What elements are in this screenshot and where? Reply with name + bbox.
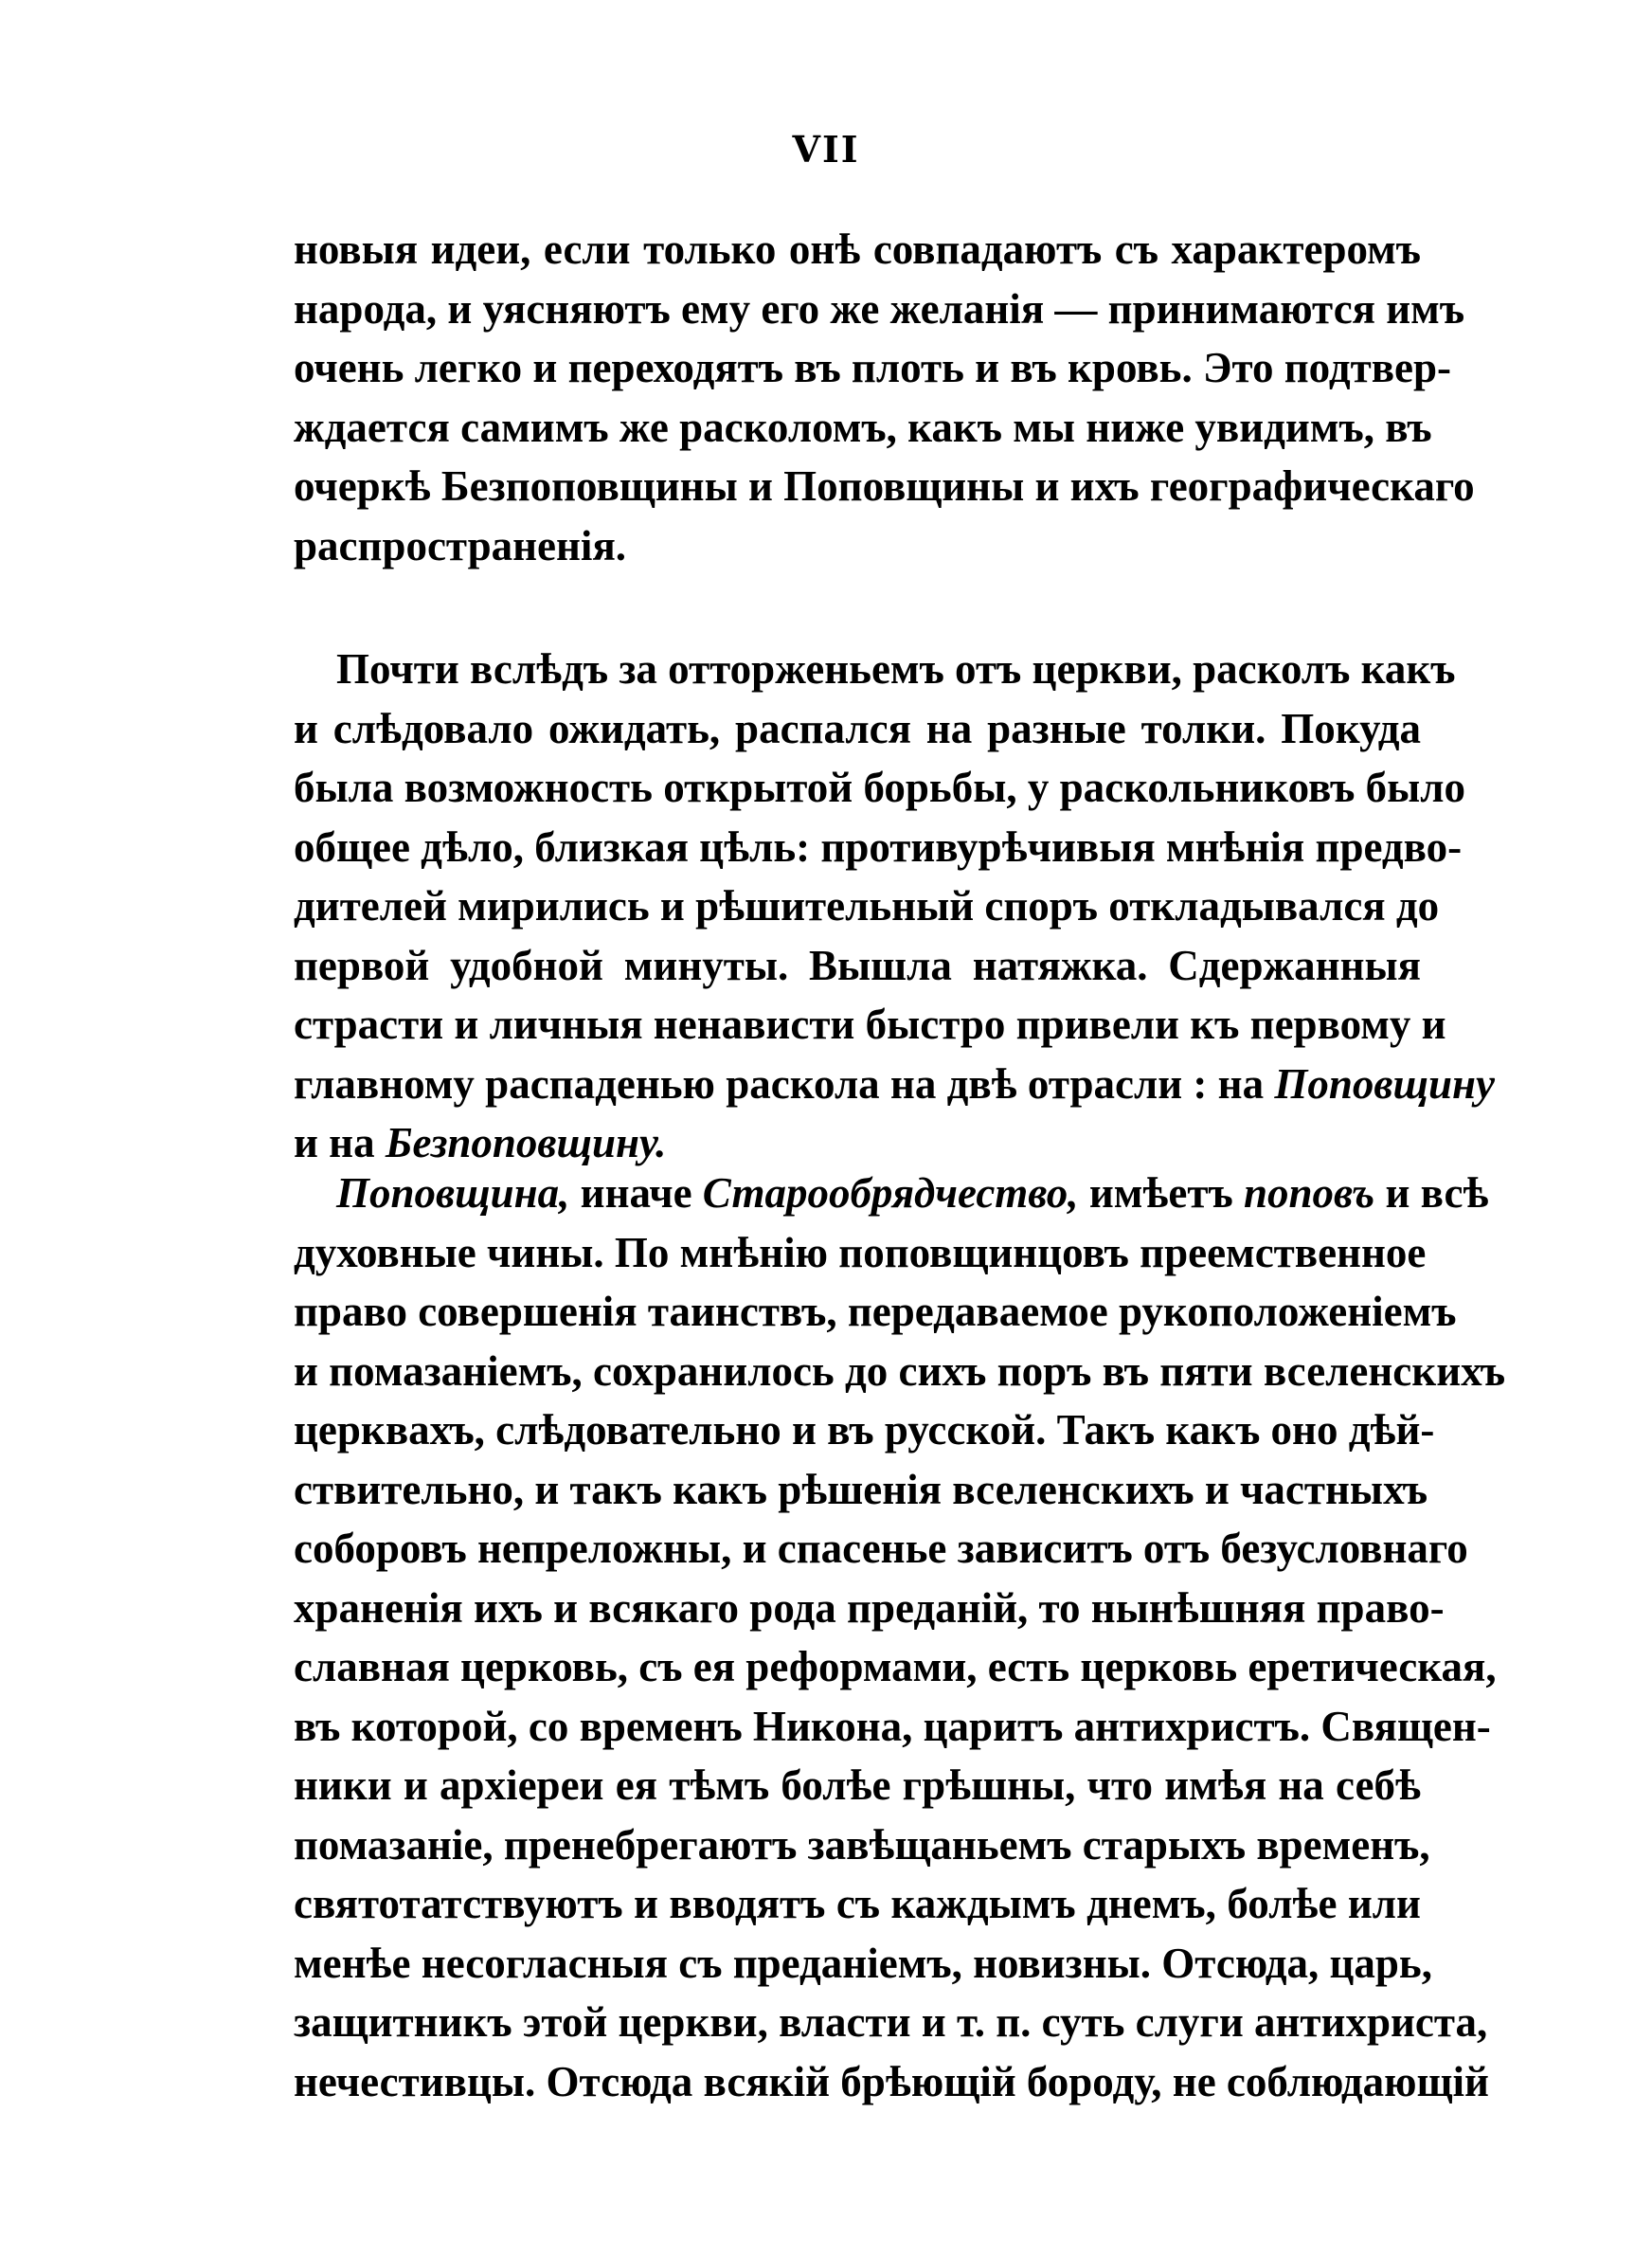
text-line: очеркѣ Безпоповщины и Поповщины и ихъ географическаго — [294, 462, 1475, 510]
text-line: ждается самимъ же расколомъ, какъ мы ниже увидимъ, въ — [294, 403, 1432, 451]
text-line: нечестивцы. Отсюда всякій брѣющій бороду, не соблюдающій — [294, 2057, 1489, 2105]
italic-term: Поповщина, — [336, 1169, 570, 1217]
italic-term: Старообрядчество, — [702, 1169, 1079, 1217]
italic-term: Поповщину — [1274, 1059, 1495, 1108]
text-line: помазаніе, пренебрегаютъ завѣщаньемъ старыхъ временъ, — [294, 1820, 1430, 1869]
italic-term: Безпоповщину. — [385, 1119, 667, 1166]
paragraph-1 — [294, 220, 1475, 575]
text-line: славная церковь, съ ея реформами, есть церковь еретическая, — [294, 1643, 1497, 1690]
text-line: святотатствуютъ и вводятъ съ каждымъ днемъ, болѣе или — [294, 1880, 1421, 1927]
text-line: очень легко и переходятъ въ плоть и въ кровь. Это подтвер- — [294, 344, 1452, 391]
text-line: первой удобной минуты. Вышла натяжка. Сдержанныя — [294, 941, 1421, 989]
text-span: и всѣ — [1385, 1169, 1489, 1217]
text-line: защитникъ этой церкви, власти и т. п. суть слуги антихриста, — [294, 1998, 1488, 2046]
text-line — [294, 1164, 1489, 1223]
text-line: распространенія. — [294, 521, 627, 569]
text-line — [294, 1055, 1495, 1114]
text-line: ствительно, и такъ какъ рѣшенія вселенскихъ и частныхъ — [294, 1465, 1428, 1513]
text-line: народа, и уясняютъ ему его же желанія — принимаются имъ — [294, 284, 1465, 333]
text-span: имѣетъ — [1088, 1169, 1233, 1217]
paragraph-2 — [294, 640, 1495, 1173]
italic-term: поповъ — [1243, 1169, 1375, 1217]
text-line: менѣе несогласныя съ преданіемъ, новизны. Отсюда, царь, — [294, 1939, 1432, 1987]
text-line: ники и архіереи ея тѣмъ болѣе грѣшны, что имѣя на себѣ — [294, 1761, 1421, 1809]
paragraph-3 — [294, 1164, 1506, 2111]
text-line: въ которой, со временъ Никона, царитъ антихристъ. Священ- — [294, 1702, 1491, 1750]
text-line: дителей мирились и рѣшительный споръ откладывался до — [294, 882, 1440, 930]
text-span: и на — [294, 1119, 375, 1166]
text-line: и слѣдовало ожидать, распался на разные толки. Покуда — [294, 704, 1421, 752]
text-line: церквахъ, слѣдовательно и въ русской. Такъ какъ оно дѣй- — [294, 1406, 1435, 1454]
text-line: и помазаніемъ, сохранилось до сихъ поръ въ пяти вселенскихъ — [294, 1346, 1506, 1395]
page-number: VII — [792, 128, 860, 171]
text-line: право совершенія таинствъ, передаваемое рукоположеніемъ — [294, 1288, 1457, 1335]
text-span: иначе — [580, 1169, 692, 1217]
text-line: духовные чины. По мнѣнію поповщинцовъ преемственное — [294, 1228, 1427, 1276]
text-line: страсти и личныя ненависти быстро привели къ первому и — [294, 1001, 1446, 1048]
text-line: была возможность открытой борьбы, у раскольниковъ было — [294, 764, 1465, 811]
text-line: Почти вслѣдъ за отторженьемъ отъ церкви, расколъ какъ — [336, 645, 1456, 693]
text-line: храненія ихъ и всякаго рода преданій, то нынѣшняя право- — [294, 1583, 1445, 1632]
text-span: главному распаденью раскола на двѣ отрасли : на — [294, 1059, 1265, 1108]
text-line: общее дѣло, близкая цѣль: противурѣчивыя мнѣнія предво- — [294, 822, 1463, 871]
text-line: новыя идеи, если только онѣ совпадаютъ съ характеромъ — [294, 226, 1421, 273]
text-line: соборовъ непреложны, и спасенье зависитъ отъ безусловнаго — [294, 1525, 1468, 1572]
